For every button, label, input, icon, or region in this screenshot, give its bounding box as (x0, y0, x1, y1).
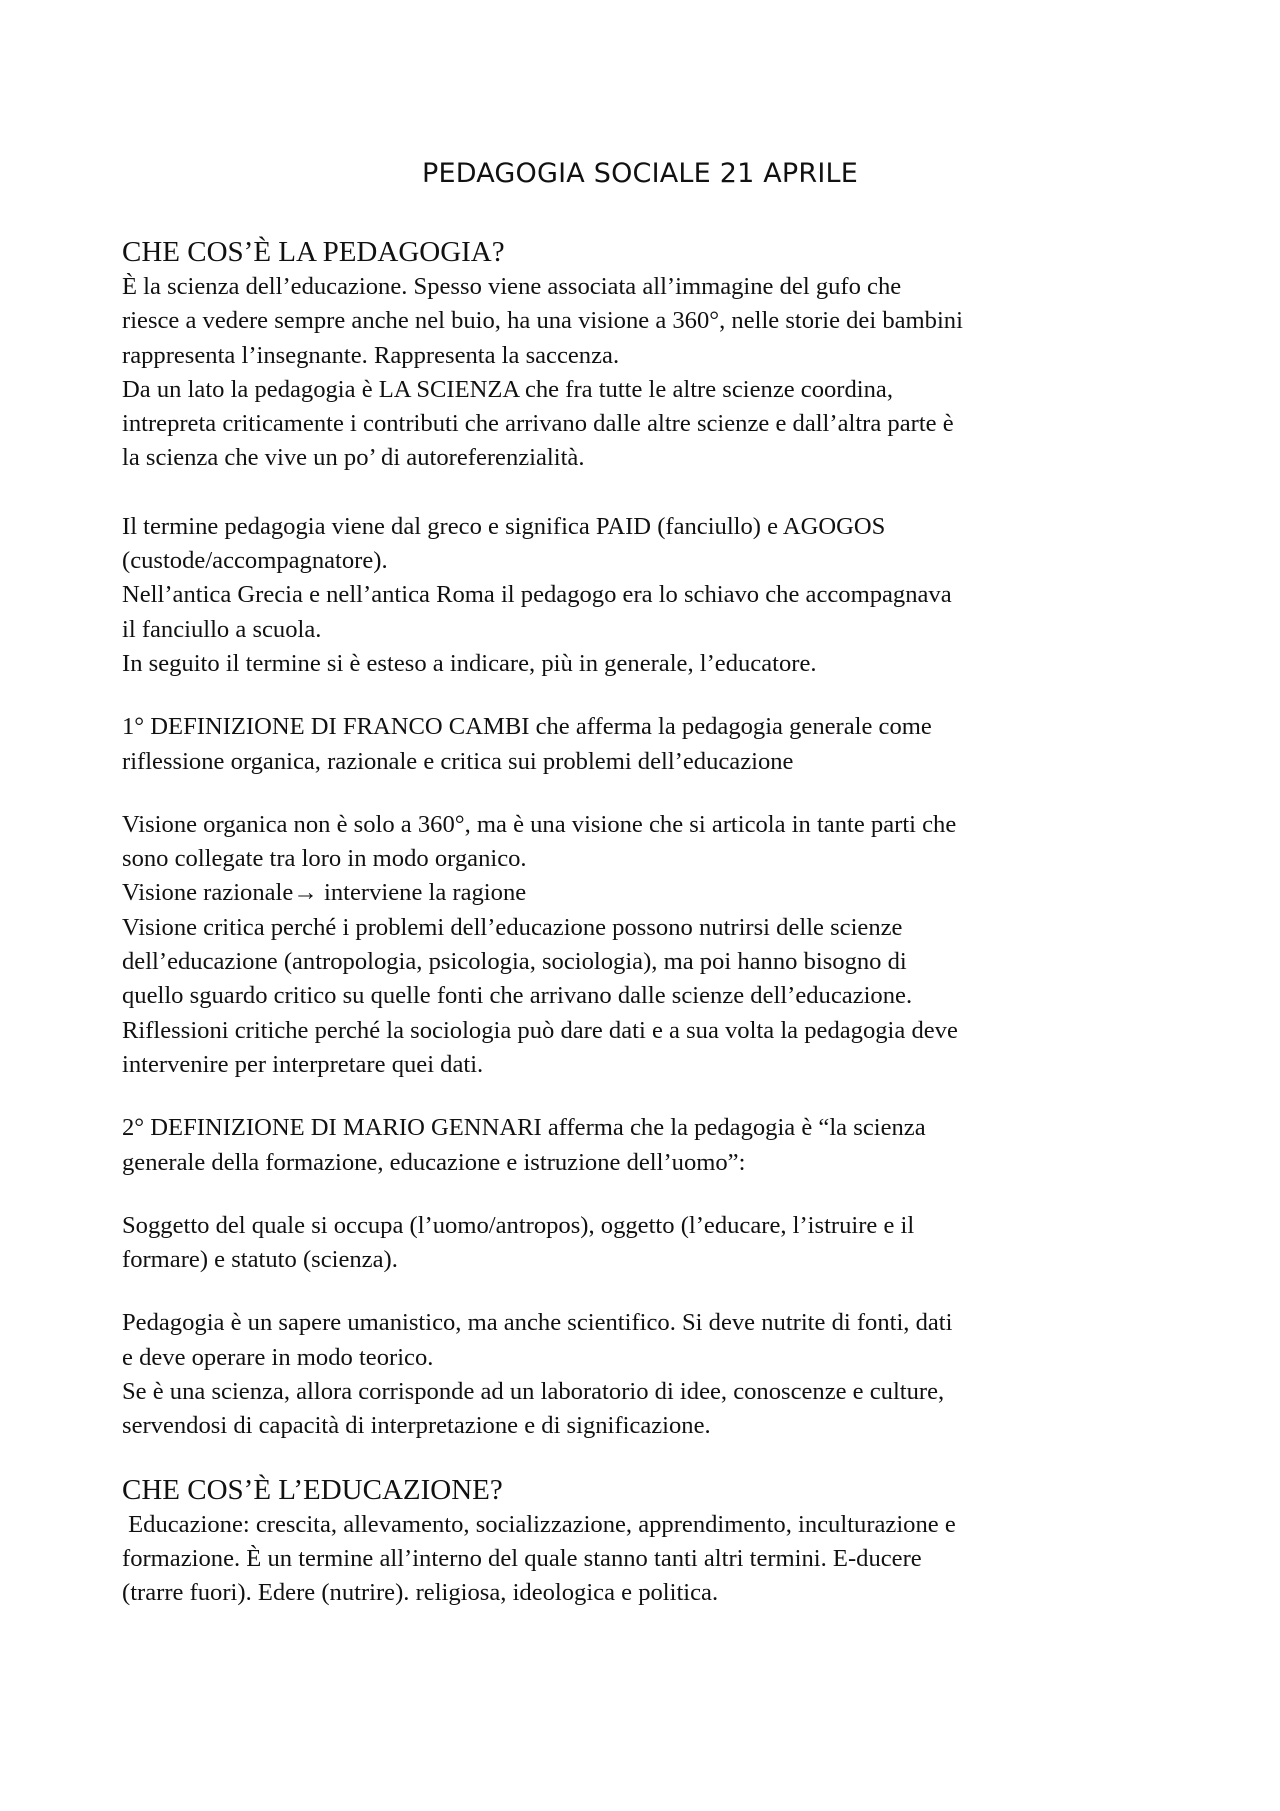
paragraph-line: 1° DEFINIZIONE DI FRANCO CAMBI che afferma la pedagogia generale come (122, 713, 932, 741)
paragraph-line: Riflessioni critiche perché la sociologia può dare dati e a sua volta la pedagogia deve (122, 1016, 958, 1044)
document-title: PEDAGOGIA SOCIALE 21 APRILE (421, 158, 859, 189)
paragraph-line: e deve operare in modo teorico. (122, 1343, 434, 1371)
paragraph-line: (custode/accompagnatore). (122, 547, 388, 575)
spacer (122, 1082, 1182, 1111)
spacer (122, 1277, 1182, 1306)
paragraph-line: rappresenta l’insegnante. Rappresenta la saccenza. (122, 341, 620, 369)
paragraph-line: intervenire per interpretare quei dati. (122, 1050, 484, 1078)
paragraph-line: intrepreta criticamente i contributi che arrivano dalle altre scienze e dall’altra parte è (122, 410, 954, 438)
paragraph-line: Pedagogia è un sapere umanistico, ma anche scientifico. Si deve nutrite di fonti, dati (122, 1309, 953, 1337)
paragraph-line: 2° DEFINIZIONE DI MARIO GENNARI afferma che la pedagogia è “la scienza (122, 1114, 926, 1142)
section-heading-pedagogia: CHE COS’È LA PEDAGOGIA? (122, 236, 505, 268)
paragraph-line: Da un lato la pedagogia è LA SCIENZA che fra tutte le altre scienze coordina, (122, 375, 893, 403)
paragraph-line: dell’educazione (antropologia, psicologia, sociologia), ma poi hanno bisogno di (122, 948, 907, 976)
paragraph-line: Educazione: crescita, allevamento, socializzazione, apprendimento, inculturazione e (122, 1510, 956, 1538)
spacer (122, 1180, 1182, 1209)
paragraph-line: il fanciullo a scuola. (122, 615, 322, 643)
spacer (122, 476, 1182, 510)
paragraph-line: (trarre fuori). Edere (nutrire). religiosa, ideologica e politica. (122, 1579, 719, 1607)
paragraph-line: generale della formazione, educazione e istruzione dell’uomo”: (122, 1148, 746, 1176)
paragraph-line: formazione. È un termine all’interno del quale stanno tanti altri termini. E-ducere (122, 1544, 922, 1572)
spacer (122, 681, 1182, 710)
spacer (122, 779, 1182, 808)
paragraph-line: riflessione organica, razionale e critica sui problemi dell’educazione (122, 747, 794, 775)
paragraph-line: Visione razionale→ interviene la ragione (122, 879, 527, 907)
paragraph-line: Se è una scienza, allora corrisponde ad un laboratorio di idee, conoscenze e culture, (122, 1378, 945, 1406)
paragraph-line: quello sguardo critico su quelle fonti che arrivano dalle scienze dell’educazione. (122, 982, 913, 1010)
paragraph-line: Visione organica non è solo a 360°, ma è una visione che si articola in tante parti che (122, 810, 957, 838)
paragraph-line: riesce a vedere sempre anche nel buio, ha una visione a 360°, nelle storie dei bambini (122, 307, 963, 335)
paragraph-line: la scienza che vive un po’ di autoreferenzialità. (122, 444, 585, 472)
section-heading-educazione: CHE COS’È L’EDUCAZIONE? (122, 1473, 503, 1506)
paragraph-line: formare) e statuto (scienza). (122, 1246, 398, 1274)
paragraph-line: Il termine pedagogia viene dal greco e significa PAID (fanciullo) e AGOGOS (122, 512, 886, 540)
spacer (122, 1444, 1182, 1472)
paragraph-line: È la scienza dell’educazione. Spesso viene associata all’immagine del gufo che (122, 273, 902, 300)
paragraph-line: Soggetto del quale si occupa (l’uomo/antropos), oggetto (l’educare, l’istruire e il (122, 1211, 915, 1239)
paragraph-line: Visione critica perché i problemi dell’educazione possono nutrirsi delle scienze (122, 913, 903, 941)
paragraph-line: In seguito il termine si è esteso a indicare, più in generale, l’educatore. (122, 649, 817, 677)
paragraph-line: servendosi di capacità di interpretazione e di significazione. (122, 1412, 711, 1440)
paragraph-line: sono collegate tra loro in modo organico. (122, 845, 527, 873)
paragraph-line: Nell’antica Grecia e nell’antica Roma il pedagogo era lo schiavo che accompagnava (122, 581, 952, 609)
document-body (122, 234, 1182, 1611)
